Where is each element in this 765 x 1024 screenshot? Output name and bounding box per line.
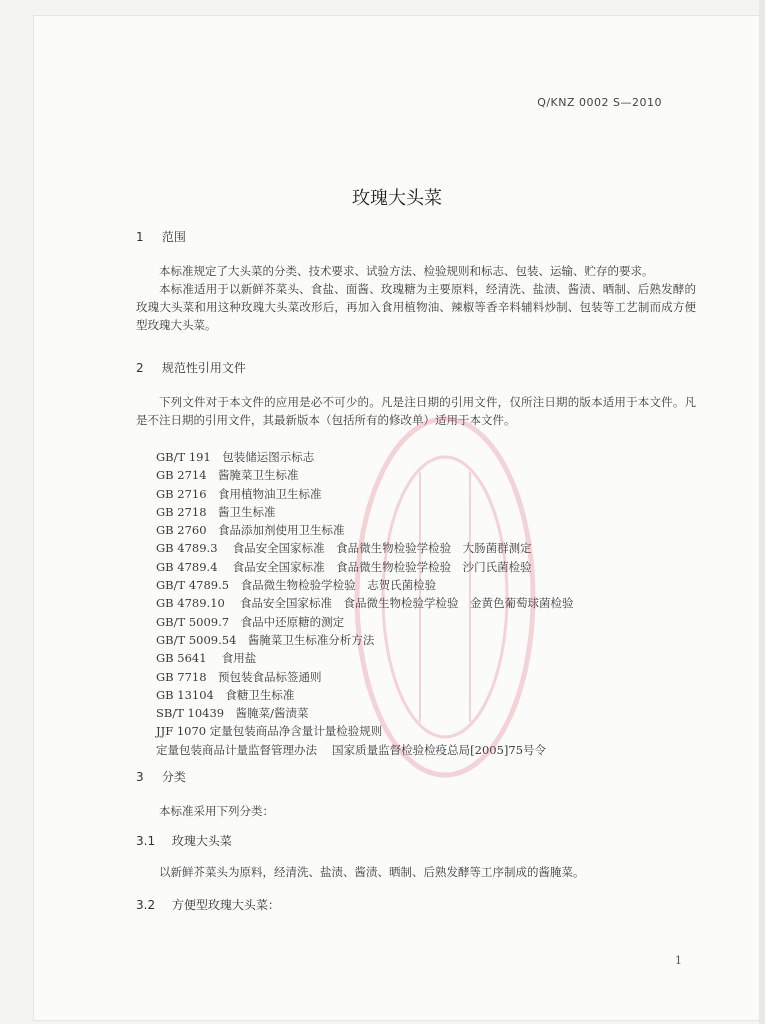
- section-number: 2: [136, 361, 144, 375]
- section-2-heading: [136, 359, 246, 376]
- section-3-heading: [136, 768, 186, 785]
- section-number: 3.2: [136, 898, 156, 912]
- reference-item: GB 2714 酱腌菜卫生标准: [156, 468, 299, 483]
- section-3-1-paragraph: 以新鲜芥菜头为原料，经清洗、盐渍、酱渍、晒制、后熟发酵等工序制成的酱腌菜。: [159, 865, 585, 879]
- section-1-heading: [136, 228, 186, 245]
- section-3-2-heading: [136, 896, 280, 913]
- section-title: 方便型玫瑰大头菜：: [171, 898, 280, 912]
- section-2-intro: 下列文件对于本文件的应用是必不可少的。凡是注日期的引用文件，仅所注日期的版本适用于本文件。凡是不注日期的引用文件，其最新版本（包括所有的修改单）适用于本文件。: [136, 395, 696, 427]
- scan-edge: [759, 0, 765, 1024]
- reference-item: JJF 1070 定量包装商品净含量计量检验规则: [156, 724, 383, 739]
- standard-code: Q/KNZ 0002 S—2010: [537, 96, 662, 109]
- section-3-intro: 本标准采用下列分类：: [159, 804, 274, 818]
- section-title: 范围: [161, 230, 186, 244]
- reference-item: GB 4789.3 食品安全国家标准 食品微生物检验学检验 大肠菌群测定: [156, 541, 532, 556]
- reference-item: 定量包装商品计量监督管理办法 国家质量监督检验检疫总局[2005]75号令: [156, 742, 547, 757]
- section-number: 3.1: [136, 834, 156, 848]
- reference-item: GB 13104 食糖卫生标准: [156, 687, 295, 702]
- document-page: [34, 16, 760, 1020]
- reference-item: GB 4789.10 食品安全国家标准 食品微生物检验学检验 金黄色葡萄球菌检验: [156, 596, 574, 611]
- reference-item: GB 2716 食用植物油卫生标准: [156, 486, 322, 501]
- reference-item: GB 2718 酱卫生标准: [156, 504, 276, 519]
- reference-item: GB 2760 食品添加剂使用卫生标准: [156, 523, 345, 538]
- section-1-paragraph-2: 本标准适用于以新鲜芥菜头、食盐、面酱、玫瑰糖为主要原料，经清洗、盐渍、酱渍、晒制、后熟发酵的玫瑰大头菜和用这种玫瑰大头菜改形后，再加入食用植物油、辣椒等香辛料辅料炒制、包装等工艺制而成方便型玫瑰大头菜。: [136, 282, 696, 332]
- reference-item: GB 7718 预包装食品标签通则: [156, 669, 322, 684]
- reference-list: [156, 448, 716, 759]
- document-title: 玫瑰大头菜: [352, 188, 442, 209]
- section-3-1-heading: [136, 832, 232, 849]
- section-title: 规范性引用文件: [161, 361, 246, 375]
- section-1-paragraph-1: 本标准规定了大头菜的分类、技术要求、试验方法、检验规则和标志、包装、运输、贮存的要求。: [159, 264, 654, 278]
- section-title: 玫瑰大头菜: [171, 834, 232, 848]
- reference-item: SB/T 10439 酱腌菜/酱渍菜: [156, 706, 309, 721]
- reference-item: GB/T 5009.54 酱腌菜卫生标准分析方法: [156, 632, 375, 647]
- reference-item: GB 5641 食用盐: [156, 651, 257, 666]
- page-number: 1: [675, 954, 682, 967]
- reference-item: GB/T 191 包装储运图示标志: [156, 450, 315, 464]
- section-number: 3: [136, 770, 144, 784]
- section-title: 分类: [161, 770, 186, 784]
- reference-item: GB/T 4789.5 食品微生物检验学检验 志贺氏菌检验: [156, 578, 437, 593]
- reference-item: GB 4789.4 食品安全国家标准 食品微生物检验学检验 沙门氏菌检验: [156, 559, 532, 574]
- section-number: 1: [136, 230, 144, 244]
- reference-item: GB/T 5009.7 食品中还原糖的测定: [156, 614, 345, 629]
